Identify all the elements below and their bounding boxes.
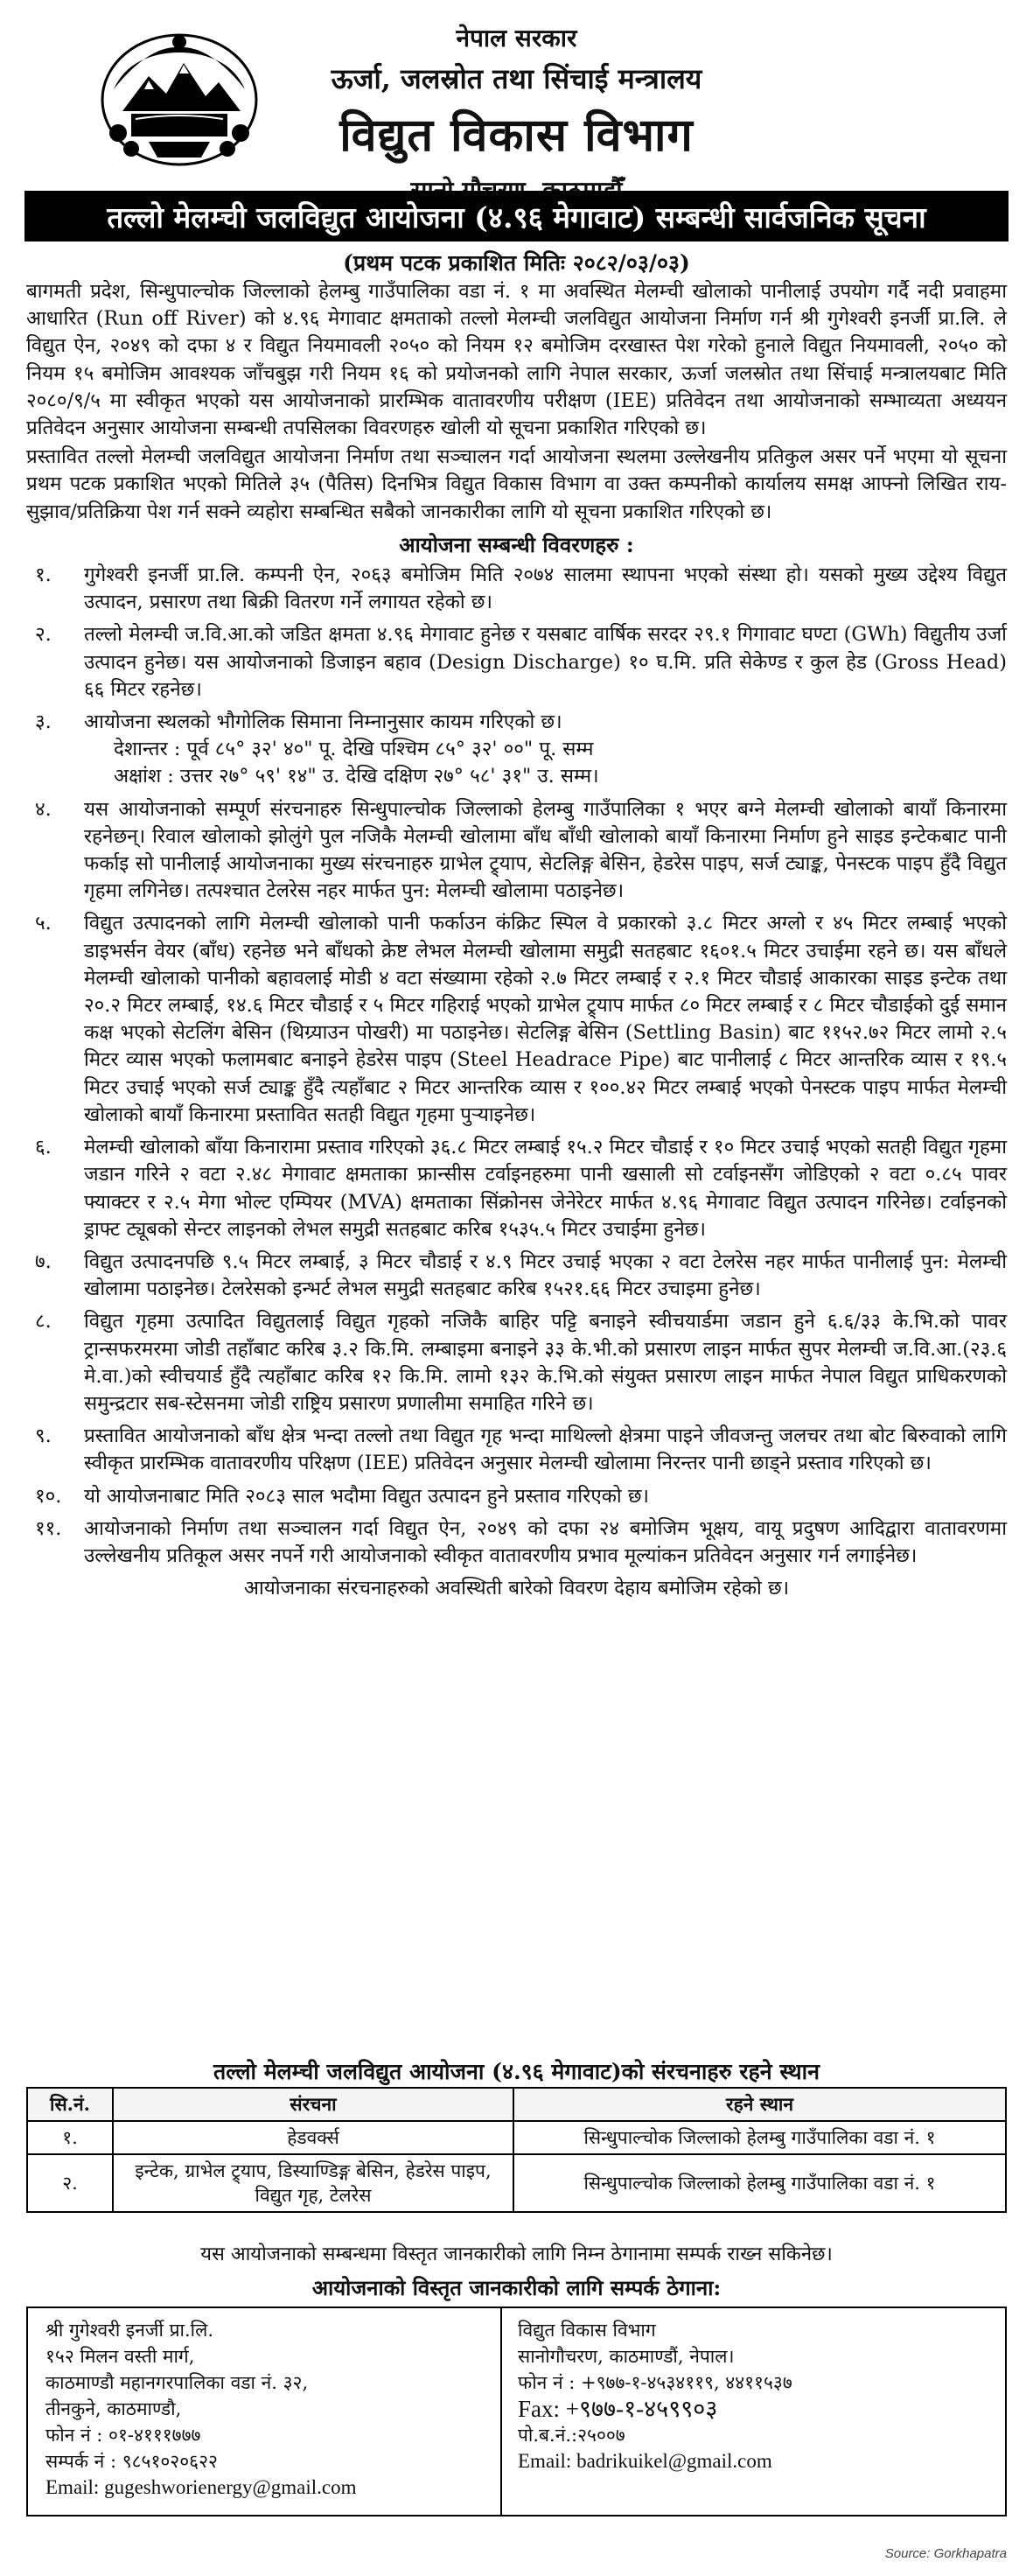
list-item: २. तल्लो मेलम्ची ज.वि.आ.को जडित क्षमता ४.९६ मेगावाट हुनेछ र यसबाट वार्षिक सरदर २९.१ गिगावाट घण्टा (GWh) विद्युतीय उर्जा उत्पादन हुनेछ। यस आयोजनाको डिजाइन बहाव (Design Discharge) १० घ.मि. प्रति सेकेण्ड र कुल हेड (Gross Head) ६६ मिटर रहनेछ। [35,623,1007,701]
list-item: ९. प्रस्तावित आयोजनाको बाँध क्षेत्र भन्दा तल्लो तथा विद्युत गृह भन्दा माथिल्लो क्षेत्रमा पाइने जीवजन्तु जलचर तथा बोट बिरुवाको लागि स्वीकृत प्रारम्भिक वातावरणीय परिक्षण (IEE) प्रतिवेदन अनुसार मेलम्ची खोलामा निरन्तर पानी छाड्ने प्रस्ताव गरिएको छ। [35,1424,1007,1475]
department-contact: विद्युत विकास विभाग सानोगौचरण, काठमाण्डौं, नेपाल। फोन नं : +९७७-१-४५३४११९, ४४११५३७ Fax: +९७७-१-४५९९०३ पो.ब.नं.:२५००७ Email: badrikuikel@gmail.com [518,2317,990,2474]
government-name: नेपाल सरकार [456,24,577,52]
column-header: संरचना [113,2088,513,2121]
header [24,19,1009,186]
table-row [27,2154,1006,2212]
column-header: रहने स्थान [513,2088,1006,2121]
list-item: ५. विद्युत उत्पादनको लागि मेलम्ची खोलाको पानी फर्काउन कंक्रिट स्पिल वे प्रकारको ३.८ मिटर अग्लो र ४५ मिटर लम्बाई भएको डाइभर्सन वेयर (बाँध) रहनेछ भने बाँधको क्रेष्ट लेभल मेलम्ची खोलामा समुद्री सतहबाट १६०१.५ मिटर उचाईमा रहने छ। यस बाँधले मेलम्ची खोलाको पानीको बहावलाई मोडी ४ वटा संख्यामा रहेको २.७ मिटर लम्बाई र २.१ मिटर चौडाई आकारका साइड इन्टेक तथा २०.२ मिटर लम्बाई, १४.६ मिटर चौडाई र ५ मिटर गहिराई भएको ग्राभेल ट्र्याप मार्फत ८० मिटर लम्बाई र ८ मिटर चौडाईको दुई समान कक्ष भएको सेटलिंग बेसिन (थिग्र्‍याउन पोखरी) मा पठाइनेछ। सेटलिङ्ग बेसिन (Settling Basin) बाट ११५२.७२ मिटर लामो २.५ मिटर व्यास भएको फलामबाट बनाइने हेडरेस पाइप (Steel Headrace Pipe) बाट पानीलाई ८ मिटर आन्तरिक व्यास र १९.५ मिटर उचाई भएको सर्ज ट्याङ्क हुँदै त्यहाँबाट २ मिटर आन्तरिक व्यास र १००.४२ मिटर लम्बाई भएको पेनस्टक पाइप मार्फत मेलम्ची खोलाको बायाँ किनारमा प्रस्तावित सतही विद्युत गृहमा पुऱ्याइनेछ। [35,912,1007,1126]
list-item: ३. आयोजना स्थलको भौगोलिक सिमाना निम्नानुसार कायम गरिएको छ। [35,710,562,734]
table-cell: २. [27,2154,113,2212]
intro-paragraph: बागमती प्रदेश, सिन्धुपाल्चोक जिल्लाको हेलम्बु गाउँपालिका वडा नं. १ मा अवस्थित मेलम्ची खोलाको पानीलाई उपयोग गर्दै नदी प्रवाहमा आधारित (Run off River) को ४.९६ मेगावाट क्षमताको तल्लो मेलम्ची जलविद्युत आयोजना निर्माण गर्न श्री गुगेश्वरी इनर्जी प्रा.लि. ले विद्युत ऐन, २०४९ को दफा ४ र विद्युत नियमावली २०५० को नियम १२ बमोजिम दरखास्त पेश गरेको हुनाले विद्युत नियमावली, २०५० को नियम १५ बमोजिम आवश्यक जाँचबुझ गरी नियम १६ को प्रयोजनको लागि नेपाल सरकार, ऊर्जा जलस्रोत तथा सिंचाई मन्त्रालयबाट मिति २०८०/९/५ मा स्वीकृत भएको यस आयोजनाको प्रारम्भिक वातावरणीय परीक्षण (IEE) प्रतिवेदन तथा आयोजनाको सम्भाव्यता अध्ययन प्रतिवेदन अनुसार आयोजना सम्बन्धी तपसिलका विवरणहरु खोली यो सूचना प्रकाशित गरिएको छ। [26,280,1007,440]
contact-heading: आयोजनाको विस्तृत जानकारीको लागि सम्पर्क ठेगाना: [311,2275,722,2300]
column-header: सि.नं. [27,2088,113,2121]
table-cell: १. [27,2121,113,2154]
table-header-row [27,2088,1006,2121]
intro-paragraph: प्रस्तावित तल्लो मेलम्ची जलविद्युत आयोजना निर्माण तथा सञ्चालन गर्दा आयोजना स्थलमा उल्लेखनीय प्रतिकुल असर पर्ने भएमा यो सूचना प्रथम पटक प्रकाशित भएको मितिले ३५ (पैतिस) दिनभित्र विद्युत विकास विभाग वा उक्त कम्पनीको कार्यालय समक्ष आफ्नो लिखित राय-सुझाव/प्रतिक्रिया पेश गर्न सक्ने व्यहोरा सम्बन्धित सबैको जानकारीका लागि यो सूचना प्रकाशित गरिएको छ। [26,445,1007,523]
publication-date: (प्रथम पटक प्रकाशित मितिः २०८२/०३/०३) [343,250,690,276]
latitude-range: अक्षांश : उत्तर २७° ५९' १४" उ. देखि दक्षिण २७° ५८' ३१" उ. सम्म। [114,765,599,788]
longitude-range: देशान्तर : पूर्व ८५° ३२' ४०" पू. देखि पश्चिम ८५° ३२' ००" पू. सम्म [114,738,594,761]
list-item: ६. मेलम्ची खोलाको बाँया किनारामा प्रस्ताव गरिएको ३६.८ मिटर लम्बाई १५.२ मिटर चौडाई र १० मिटर उचाई भएको सतही विद्युत गृहमा जडान गरिने २ वटा २.४८ मेगावाट क्षमताका फ्रान्सीस टर्वाइनहरुमा पानी खसाली सो टर्वाइनसँग जोडिएको २ वटा ०.८५ पावर फ्याक्टर र २.५ मेगा भोल्ट एम्पियर (MVA) क्षमताका सिंक्रोनस जेनेरेटर मार्फत ४.९६ मेगावाट विद्युत उत्पादन गरिनेछ। टर्वाइनको ड्राफ्ट ट्यूबको सेन्टर लाइनको लेभल समुद्री सतहबाट करिब १५३५.५ मिटर उचाईमा हुनेछ। [35,1136,1007,1241]
source-credit: Source: Gorkhapatra [884,2546,1007,2561]
structures-table [26,2087,1007,2213]
company-email[interactable]: Email: gugeshworienergy@gmail.com [45,2476,357,2498]
department-fax: Fax: +९७७-१-४५९९०३ [518,2396,718,2422]
list-item: ४. यस आयोजनाको सम्पूर्ण संरचनाहरु सिन्धुपाल्चोक जिल्लाको हेलम्बु गाउँपालिका १ भएर बग्ने मेलम्ची खोलाको बायाँ किनारमा रहनेछन्। रिवाल खोलाको झोलुंगे पुल नजिकै मेलम्ची खोलामा बाँध बाँधी खोलाको बायाँ किनारमा निर्माण हुने साइड इन्टेकबाट पानी फर्काइ सो पानीलाई आयोजनाका मुख्य संरचनाहरु ग्राभेल ट्र्याप, सेटलिङ्ग बेसिन, हेडरेस पाइप, सर्ज ट्याङ्क, पेनस्टक पाइप हुँदै विद्युत गृहमा लगिनेछ। तत्पश्चात टेलरेस नहर मार्फत पुन: मेलम्ची खोलामा पठाइनेछ। [35,797,1007,903]
list-item: १. गुगेश्वरी इनर्जी प्रा.लि. कम्पनी ऐन, २०६३ बमोजिम मिति २०७४ सालमा स्थापना भएको संस्था हो। यसको मुख्य उद्देश्य विद्युत उत्पादन, प्रसारण तथा बिक्री वितरण गर्ने लगायत रहेको छ। [35,564,1007,614]
structures-table-title: तल्लो मेलम्ची जलविद्युत आयोजना (४.९६ मेगावाट)को संरचनाहरु रहने स्थान [213,2059,820,2084]
details-heading: आयोजना सम्बन्धी विवरणहरु : [399,531,634,557]
table-cell: सिन्धुपाल्चोक जिल्लाको हेलम्बु गाउँपालिका वडा नं. १ [513,2121,1006,2154]
table-row [27,2121,1006,2154]
table-cell: हेडवर्क्स [113,2121,513,2154]
structures-note: आयोजनाका संरचनाहरुको अवस्थिती बारेको विवरण देहाय बमोजिम रहेको छ। [243,1577,790,1600]
table-footnote: यस आयोजनाको सम्बन्धमा विस्तृत जानकारीको लागि निम्न ठेगानामा सम्पर्क राख्न सकिनेछ। [200,2244,833,2265]
ministry-name: ऊर्जा, जलस्रोत तथा सिंचाई मन्त्रालय [331,62,702,95]
department-email[interactable]: Email: badrikuikel@gmail.com [518,2450,772,2472]
company-contact: श्री गुगेश्वरी इनर्जी प्रा.लि. १५२ मिलन वस्ती मार्ग, काठमाण्डौ महानगरपालिका वडा नं. ३२, तीनकुने, काठमाण्डौ, फोन नं : ०१-४१११७७७ सम्पर्क नं : ९८५१०२०६२२ Email: gugeshworienergy@gmail.com [45,2317,500,2501]
table-cell: इन्टेक, ग्राभेल ट्र्याप, डिस्याण्डिङ्ग बेसिन, हेडरेस पाइप, विद्युत गृह, टेलरेस [113,2154,513,2212]
contact-box [26,2306,1007,2516]
list-item: ११. आयोजनाको निर्माण तथा सञ्चालन गर्दा विद्युत ऐन, २०४९ को दफा २४ बमोजिम भूक्षय, वायू प्रदुषण आदिद्वारा वातावरणमा उल्लेखनीय प्रतिकूल असर नपर्ने गरी आयोजनाको स्वीकृत वातावरणीय प्रभाव मूल्यांकन प्रतिवेदन अनुसार गर्न लगाईनेछ। [35,1516,1007,1567]
list-item: ७. विद्युत उत्पादनपछि ९.५ मिटर लम्बाई, ३ मिटर चौडाई र ४.९ मिटर उचाई भएका २ वटा टेलरेस नहर मार्फत पानीलाई पुन: मेलम्ची खोलामा पठाइनेछ। टेलरेसको इन्भर्ट लेभल समुद्री सतहबाट करिब १५२१.६६ मिटर उचाइमा हुनेछ। [35,1250,1007,1301]
contact-divider [500,2308,502,2515]
list-item: १०. यो आयोजनाबाट मिति २०८३ साल भदौमा विद्युत उत्पादन हुने प्रस्ताव गरिएको छ। [35,1484,650,1508]
department-name: विद्युत विकास विभाग [339,108,694,162]
notice-body [26,278,1007,1602]
notice-title: तल्लो मेलम्ची जलविद्युत आयोजना (४.९६ मेगावाट) सम्बन्धी सार्वजनिक सूचना [24,191,1009,242]
list-item: ८. विद्युत गृहमा उत्पादित विद्युतलाई विद्युत गृहको नजिकै बाहिर पट्टि बनाइने स्वीचयार्डमा जडान हुने ६.६/३३ के.भि.को पावर ट्रान्सफरमरमा जोडी तहाँबाट करिब ३.२ कि.मि. लम्बाइमा बनाइने ३३ के.भी.को प्रसारण लाइन मार्फत सुपर मेलम्ची ज.वि.आ.(२३.६ मे.वा.)को स्वीचयार्ड हुँदै त्यहाँबाट करिब १२ कि.मि. लामो १३२ के.भि.को संयुक्त प्रसारण लाइन मार्फत नेपाल विद्युत प्राधिकरणको समुन्द्रटार सब-स्टेसनमा जोडी राष्ट्रिय प्रसारण प्रणालीमा समाहित गरिने छ। [35,1310,1007,1415]
table-cell: सिन्धुपाल्चोक जिल्लाको हेलम्बु गाउँपालिका वडा नं. १ [513,2154,1006,2212]
